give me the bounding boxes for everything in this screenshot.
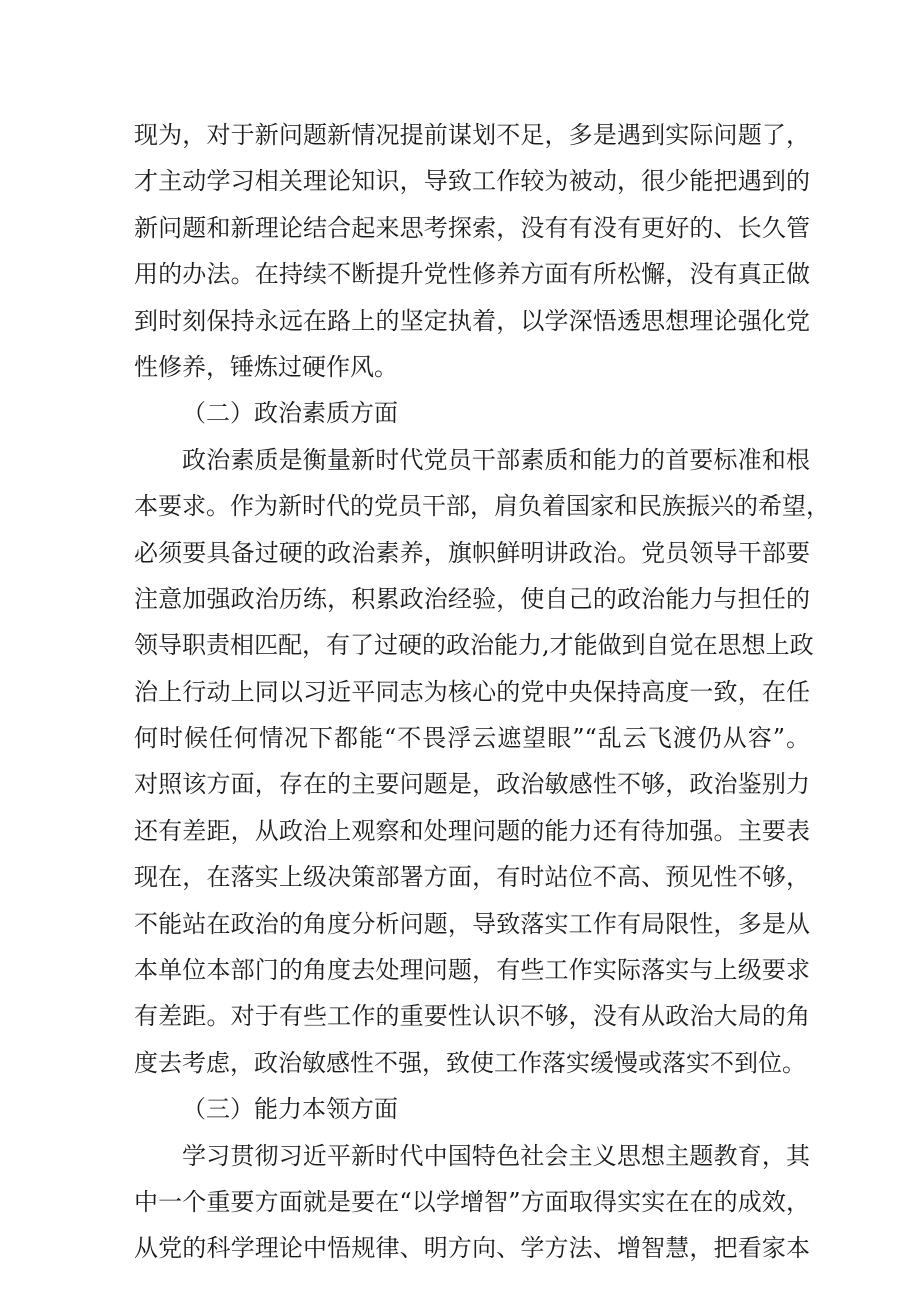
text-line: 不能站在政治的角度分析问题，导致落实工作有局限性，多是从 (134, 909, 810, 938)
text-line: 治上行动上同以习近平同志为核心的党中央保持高度一致，在任 (134, 677, 810, 706)
text-line: 对照该方面，存在的主要问题是，政治敏感性不够，政治鉴别力 (134, 770, 810, 799)
section-heading-text: （三）能力本领方面 (182, 1095, 398, 1124)
text-line: 现为，对于新问题新情况提前谋划不足，多是遇到实际问题了， (134, 121, 810, 149)
text-line: 现在，在落实上级决策部署方面，有时站位不高、预见性不够， (134, 863, 810, 892)
text-line: 有差距。对于有些工作的重要性认识不够，没有从政治大局的角 (134, 1002, 810, 1031)
text-line: 性修养，锤炼过硬作风。 (134, 352, 398, 381)
text-line: 政治素质是衡量新时代党员干部素质和能力的首要标准和根 (182, 445, 810, 474)
text-line: 何时候任何情况下都能“不畏浮云遮望眼”“乱云飞渡仍从容”。 (134, 724, 810, 753)
text-line: 本单位本部门的角度去处理问题，有些工作实际落实与上级要求 (134, 956, 810, 985)
text-line: 用的办法。在持续不断提升党性修养方面有所松懈，没有真正做 (134, 260, 810, 289)
paragraph-political-quality (134, 437, 830, 1086)
text-line: 本要求。作为新时代的党员干部，肩负着国家和民族振兴的希望， (134, 492, 830, 521)
text-line: 中一个重要方面就是要在“以学增智”方面取得实实在在的成效， (134, 1187, 810, 1216)
section-heading-political-quality (134, 390, 810, 436)
text-line: 学习贯彻习近平新时代中国特色社会主义思想主题教育，其 (182, 1141, 810, 1170)
text-line: 才主动学习相关理论知识，导致工作较为被动，很少能把遇到的 (134, 167, 810, 196)
text-line: 还有差距，从政治上观察和处理问题的能力还有待加强。主要表 (134, 816, 810, 845)
paragraph-ability (134, 1133, 810, 1272)
text-line: 度去考虑，政治敏感性不强，致使工作落实缓慢或落实不到位。 (134, 1048, 806, 1077)
section-heading-ability (134, 1086, 810, 1132)
section-heading-text: （二）政治素质方面 (182, 399, 398, 428)
text-line: 新问题和新理论结合起来思考探索，没有有没有更好的、长久管 (134, 213, 810, 242)
text-line: 必须要具备过硬的政治素养，旗帜鲜明讲政治。党员领导干部要 (134, 538, 810, 567)
text-line: 领导职责相匹配，有了过硬的政治能力,才能做到自觉在思想上政 (134, 631, 814, 660)
text-line: 从党的科学理论中悟规律、明方向、学方法、增智慧，把看家本 (134, 1234, 810, 1263)
document-body (134, 112, 830, 1272)
text-line: 到时刻保持永远在路上的坚定执着，以学深悟透思想理论强化党 (134, 306, 810, 335)
paragraph-continuation (134, 112, 810, 390)
text-line: 注意加强政治历练，积累政治经验，使自己的政治能力与担任的 (134, 584, 810, 613)
